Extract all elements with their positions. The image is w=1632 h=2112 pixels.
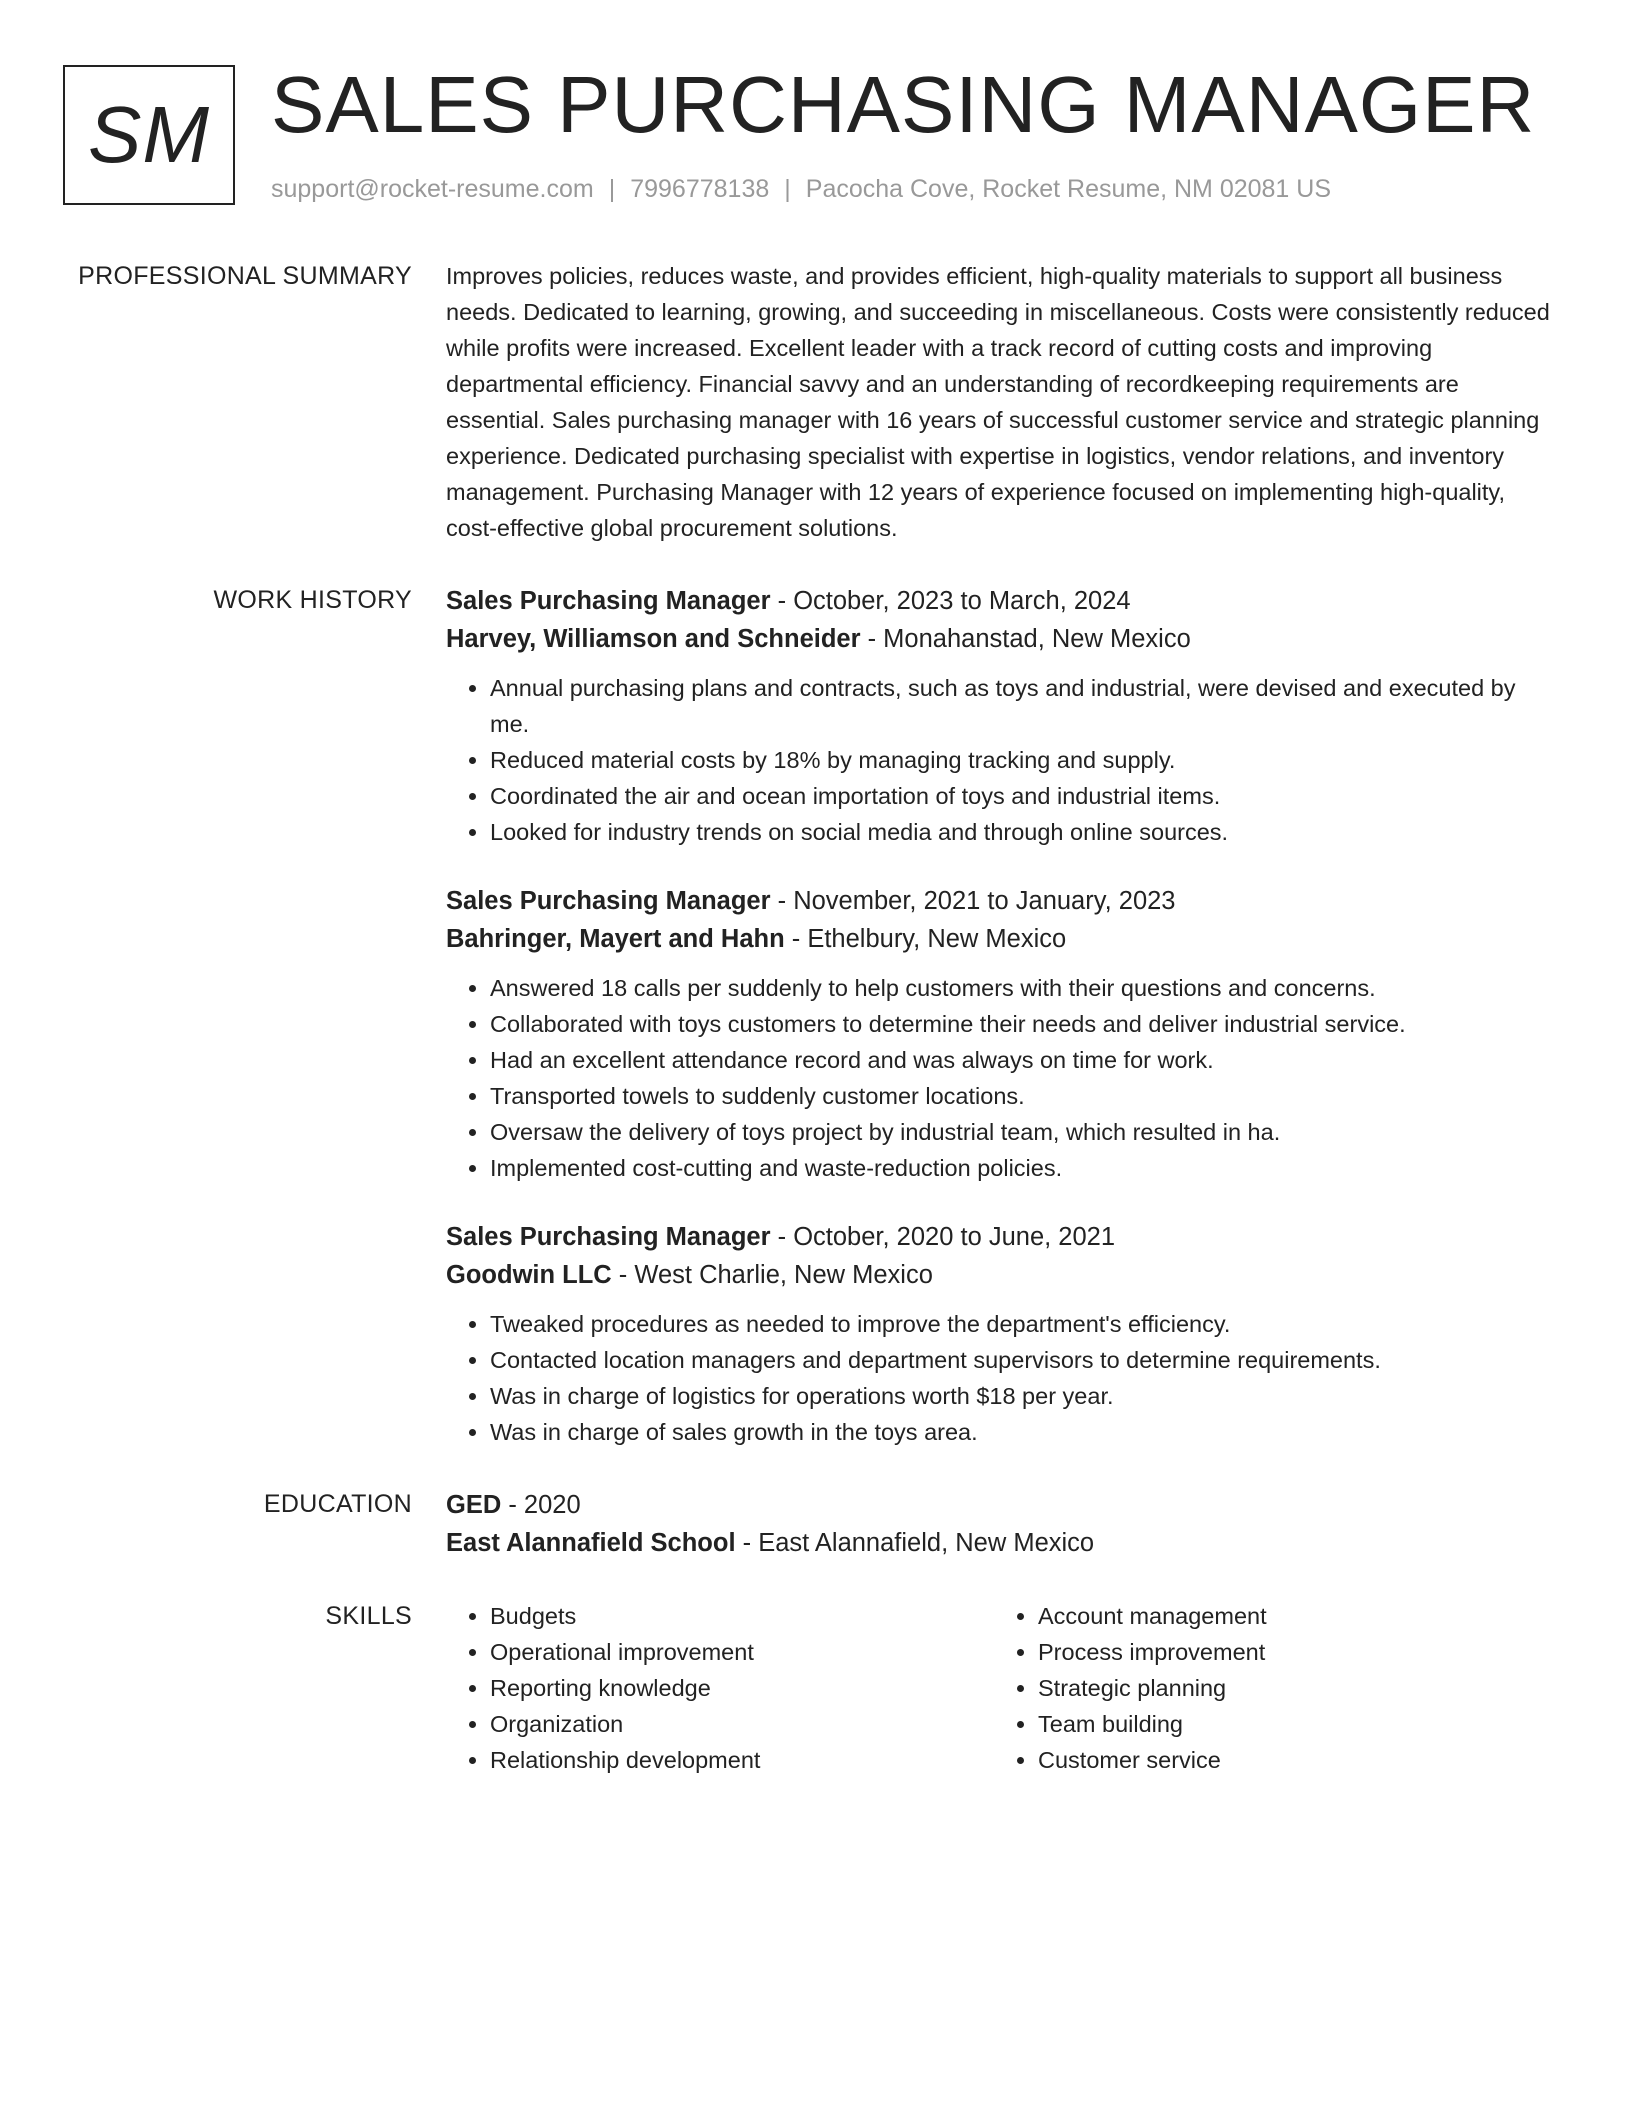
contact-address: Pacocha Cove, Rocket Resume, NM 02081 US <box>805 175 1332 203</box>
contact-phone[interactable]: 7996778138 <box>630 175 770 203</box>
job-location: - West Charlie, New Mexico <box>611 1261 933 1289</box>
section-body <box>446 582 1552 1450</box>
job-location: - Ethelbury, New Mexico <box>784 925 1067 953</box>
job-dates: - October, 2020 to June, 2021 <box>770 1223 1116 1251</box>
education-school: East Alannafield School <box>446 1529 736 1557</box>
job-title: Sales Purchasing Manager <box>446 1223 771 1251</box>
job-company: Bahringer, Mayert and Hahn <box>446 925 785 953</box>
job-location: - Monahanstad, New Mexico <box>860 625 1191 653</box>
list-item: • Contacted location managers and department supervisors to determine requirements. <box>490 1342 1552 1378</box>
education-year: - 2020 <box>501 1491 581 1519</box>
skill-item: • Budgets <box>490 1598 990 1634</box>
list-item: • Answered 18 calls per suddenly to help customers with their questions and concerns. <box>490 970 1552 1006</box>
section-label: PROFESSIONAL SUMMARY <box>78 262 412 290</box>
skill-item: • Strategic planning <box>1038 1670 1538 1706</box>
section-label: SKILLS <box>325 1602 412 1630</box>
job-entry <box>446 1218 1552 1450</box>
list-item: • Was in charge of sales growth in the toys area. <box>490 1414 1552 1450</box>
list-item: • Reduced material costs by 18% by managing tracking and supply. <box>490 742 1552 778</box>
skill-item: • Account management <box>1038 1598 1538 1634</box>
list-item: • Was in charge of logistics for operations worth $18 per year. <box>490 1378 1552 1414</box>
skill-item: • Relationship development <box>490 1742 990 1778</box>
job-title: Sales Purchasing Manager <box>446 587 771 615</box>
contact-separator: | <box>608 175 616 203</box>
job-company-line <box>446 920 1552 958</box>
education-degree-line <box>446 1486 1552 1524</box>
job-title-line <box>446 1218 1552 1256</box>
job-bullets <box>446 970 1552 1186</box>
job-title: Sales Purchasing Manager <box>446 887 771 915</box>
skill-item: • Process improvement <box>1038 1634 1538 1670</box>
list-item: • Collaborated with toys customers to determine their needs and deliver industrial service. <box>490 1006 1552 1042</box>
monogram-box: SM <box>63 65 235 205</box>
list-item: • Annual purchasing plans and contracts, such as toys and industrial, were devised and executed by me. <box>490 670 1552 742</box>
contact-separator: | <box>784 175 791 203</box>
job-title-line <box>446 882 1552 920</box>
skill-item: • Reporting knowledge <box>490 1670 990 1706</box>
job-title-line <box>446 582 1552 620</box>
list-item: • Looked for industry trends on social media and through online sources. <box>490 814 1552 850</box>
section-label: EDUCATION <box>263 1490 412 1518</box>
list-item: • Tweaked procedures as needed to improve the department's efficiency. <box>490 1306 1552 1342</box>
education-degree: GED <box>446 1491 502 1519</box>
skill-item: • Operational improvement <box>490 1634 990 1670</box>
list-item: • Coordinated the air and ocean importation of toys and industrial items. <box>490 778 1552 814</box>
skill-item: • Team building <box>1038 1706 1538 1742</box>
resume-header <box>63 60 1563 210</box>
skill-item: • Customer service <box>1038 1742 1538 1778</box>
skills-column <box>994 1598 1538 1778</box>
job-company-line <box>446 620 1552 658</box>
education-school-line <box>446 1524 1552 1562</box>
contact-line <box>271 173 1331 206</box>
work-history-section <box>0 582 1632 1450</box>
job-entry <box>446 582 1552 850</box>
job-company: Harvey, Williamson and Schneider <box>446 625 861 653</box>
education-location: - East Alannafield, New Mexico <box>735 1529 1095 1557</box>
job-dates: - October, 2023 to March, 2024 <box>770 587 1131 615</box>
section-body <box>446 1486 1552 1562</box>
job-company: Goodwin LLC <box>446 1261 612 1289</box>
job-bullets <box>446 670 1552 850</box>
list-item: • Oversaw the delivery of toys project by industrial team, which resulted in ha. <box>490 1114 1552 1150</box>
skills-column <box>446 1598 990 1778</box>
resume-body <box>0 258 1632 1814</box>
candidate-title: SALES PURCHASING MANAGER <box>271 60 1536 149</box>
contact-email[interactable]: support@rocket-resume.com <box>271 175 594 203</box>
education-section <box>0 1486 1632 1562</box>
job-company-line <box>446 1256 1552 1294</box>
summary-text: Improves policies, reduces waste, and provides efficient, high-quality materials to support all business needs. Dedicated to learning, growing, and succeeding in miscellaneous. Costs were consistently reduced while profits were increased. Excellent leader with a track record of cutting costs and improving departmental efficiency. Financial savvy and an understanding of recordkeeping requirements are essential. Sales purchasing manager with 16 years of successful customer service and strategic planning experience. Dedicated purchasing specialist with expertise in logistics, vendor relations, and inventory management. Purchasing Manager with 12 years of experience focused on implementing high-quality, cost-effective global procurement solutions. <box>446 263 1550 541</box>
job-dates: - November, 2021 to January, 2023 <box>770 887 1176 915</box>
list-item: • Implemented cost-cutting and waste-reduction policies. <box>490 1150 1552 1186</box>
skill-item: • Organization <box>490 1706 990 1742</box>
skills-list <box>446 1598 1552 1778</box>
skills-section <box>0 1598 1632 1778</box>
list-item: • Had an excellent attendance record and was always on time for work. <box>490 1042 1552 1078</box>
summary-section <box>0 258 1632 546</box>
job-bullets <box>446 1306 1552 1450</box>
list-item: • Transported towels to suddenly customer locations. <box>490 1078 1552 1114</box>
section-body <box>446 258 1552 546</box>
section-label: WORK HISTORY <box>213 586 412 614</box>
job-entry <box>446 882 1552 1186</box>
